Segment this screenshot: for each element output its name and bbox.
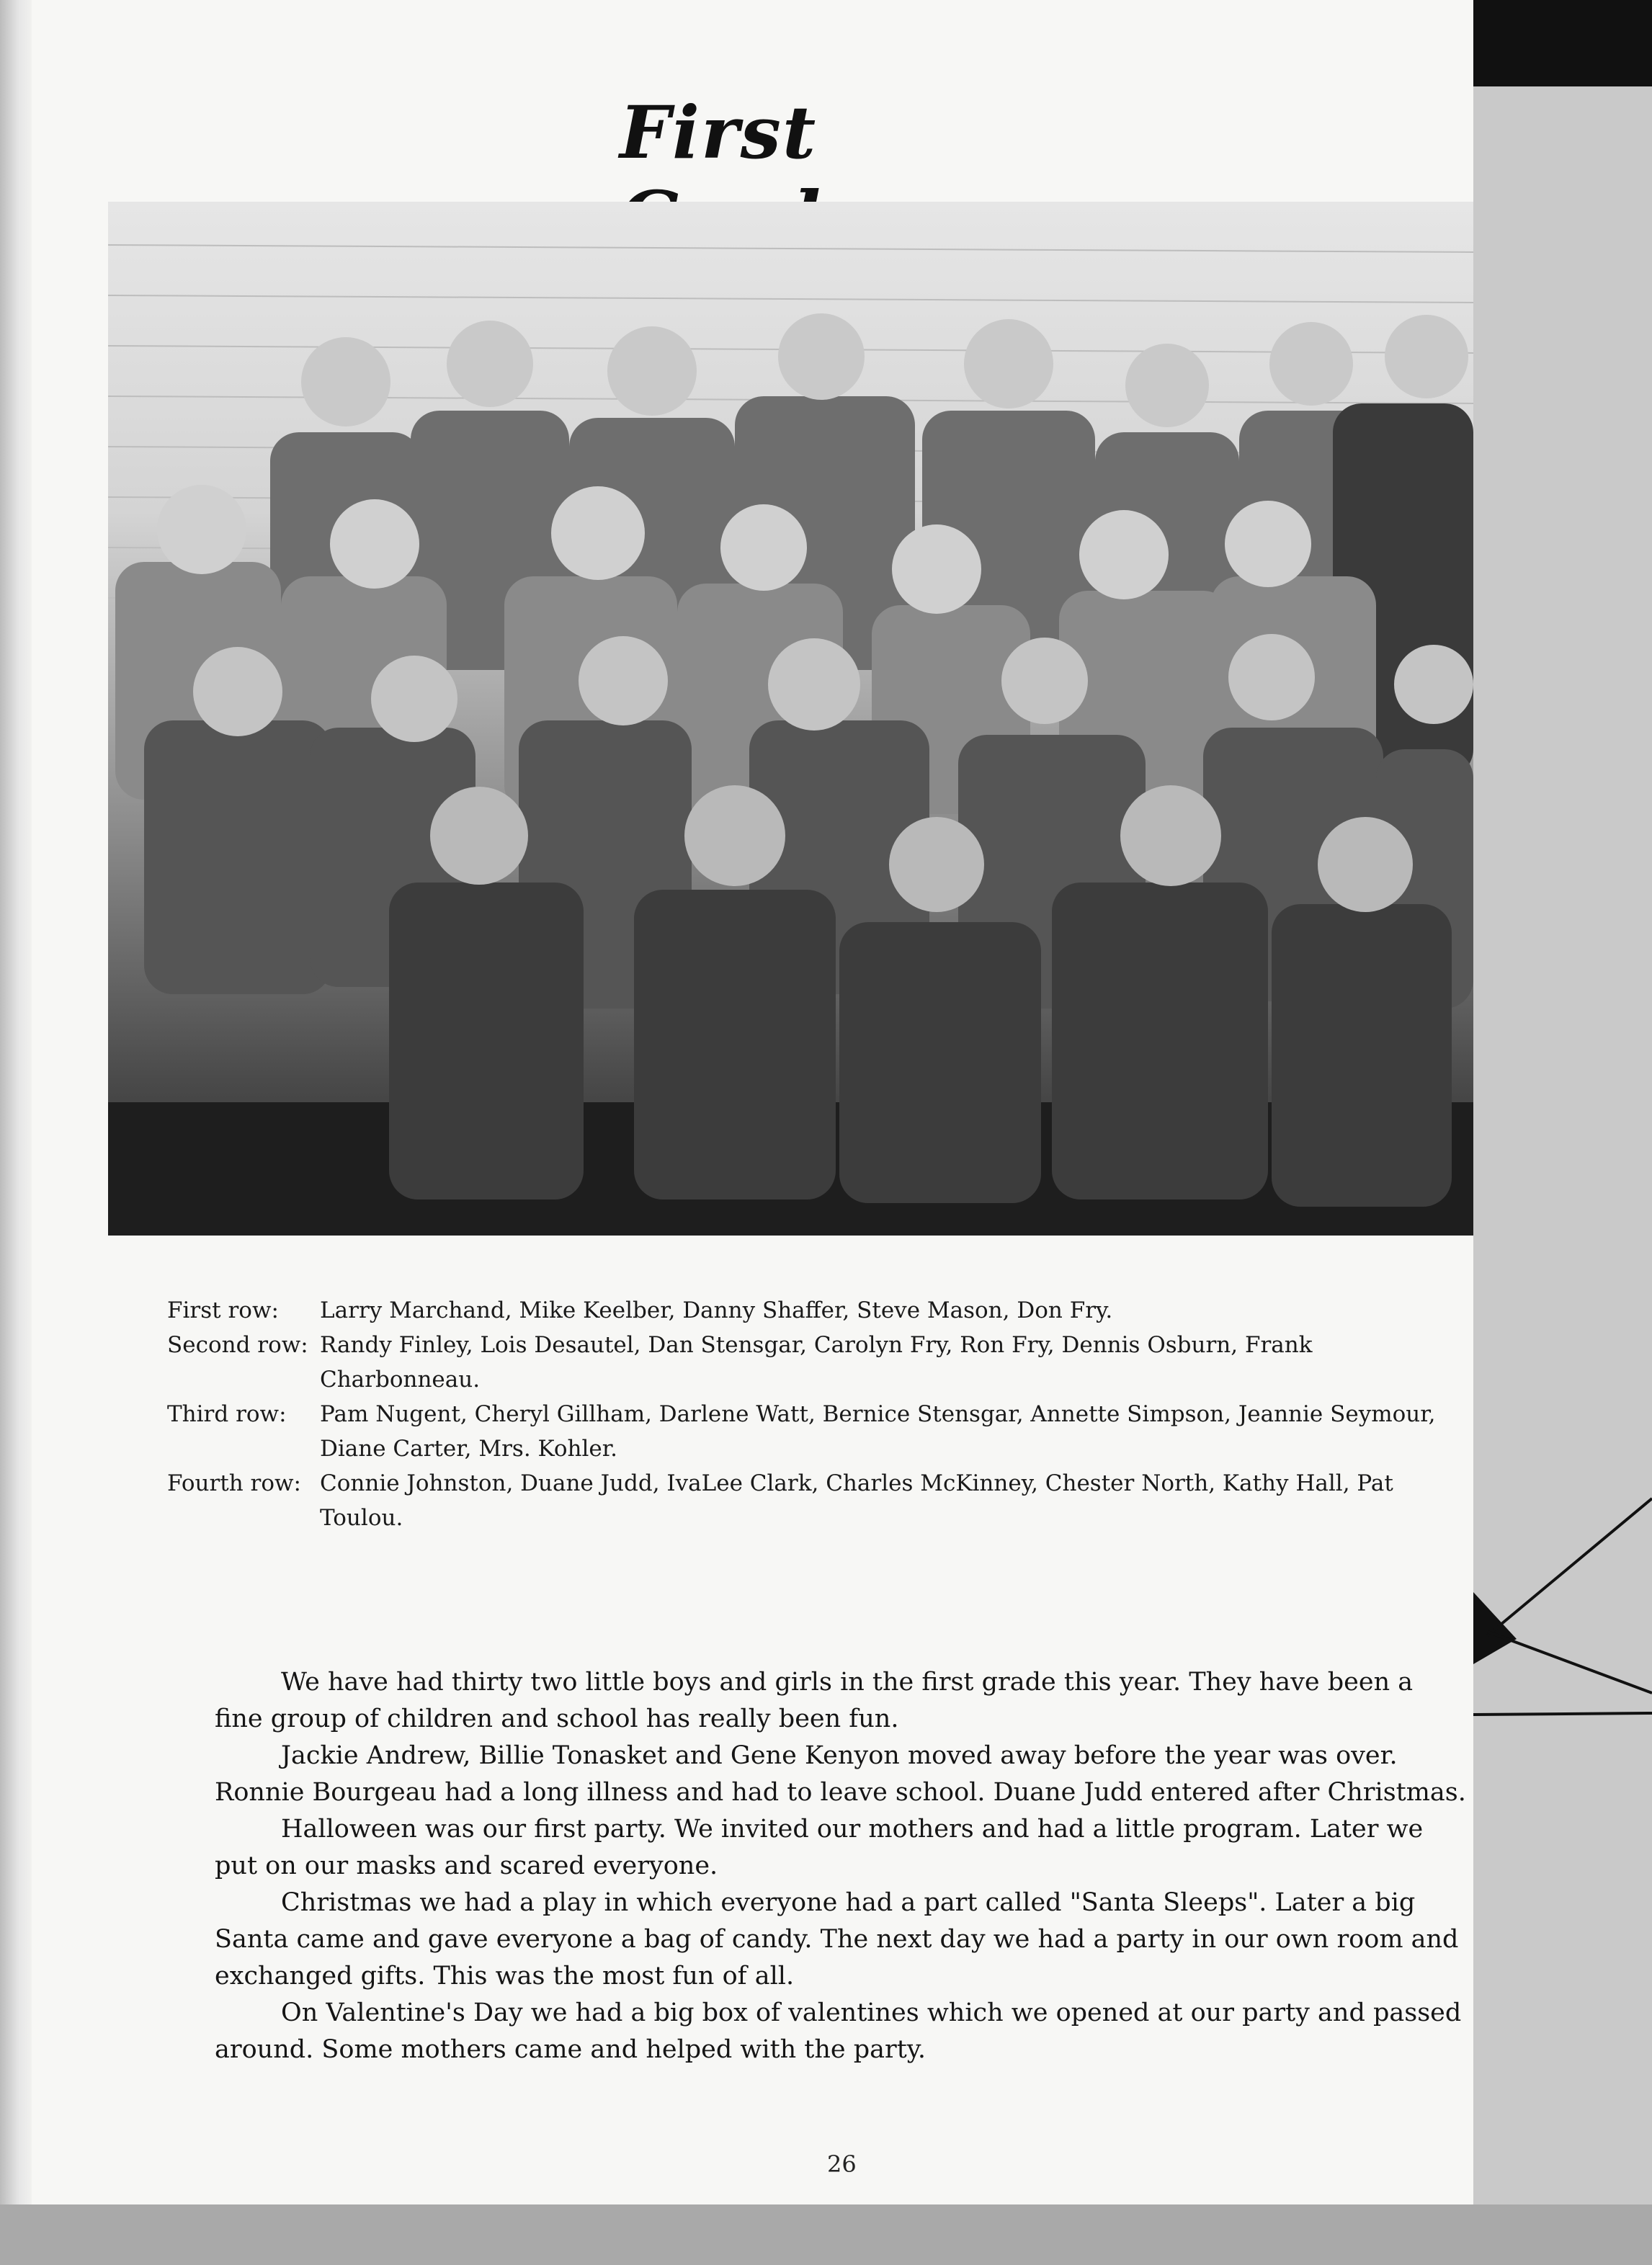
body-paragraph: On Valentine's Day we had a big box of valentines which we opened at our party and passed around. Some mothers came and helped with the party. xyxy=(215,1998,1462,2064)
next-page-edge xyxy=(1473,0,1652,2265)
caption-row-third xyxy=(167,1397,1464,1466)
caption-row-names: Randy Finley, Lois Desautel, Dan Stensgar, Carolyn Fry, Ron Fry, Dennis Osburn, Frank Charbonneau. xyxy=(320,1332,1313,1393)
page-number: 26 xyxy=(827,2150,857,2178)
caption-row-first xyxy=(167,1293,1464,1328)
body-paragraph: Christmas we had a play in which everyone had a part called "Santa Sleeps". Later a big Santa came and gave everyone a bag of candy. The next day we had a party in our own room and exchanged gifts. This was the most fun of all. xyxy=(215,1888,1459,1991)
class-photo xyxy=(108,202,1473,1236)
photo-caption xyxy=(167,1293,1464,1535)
body-paragraph: Jackie Andrew, Billie Tonasket and Gene Kenyon moved away before the year was over. Ronnie Bourgeau had a long illness and had to leave school. Duane Judd entered after Christmas. xyxy=(215,1741,1466,1807)
caption-row-names: Pam Nugent, Cheryl Gillham, Darlene Watt, Bernice Stensgar, Annette Simpson, Jeannie Seymour, Diane Carter, Mrs. Kohler. xyxy=(320,1401,1436,1462)
next-page-graphic xyxy=(1473,1484,1652,1743)
page-bottom-edge xyxy=(0,2204,1652,2265)
body-text xyxy=(215,1664,1468,2068)
caption-row-second xyxy=(167,1328,1464,1397)
page-title: First xyxy=(620,90,818,175)
caption-row-label: First row: xyxy=(167,1297,279,1323)
body-paragraph: We have had thirty two little boys and girls in the first grade this year. They have been a fine group of children and school has really been fun. xyxy=(215,1668,1414,1733)
caption-row-label: Second row: xyxy=(167,1332,308,1358)
page-binding-edge xyxy=(0,0,32,2265)
caption-row-names: Larry Marchand, Mike Keelber, Danny Shaffer, Steve Mason, Don Fry. xyxy=(320,1297,1113,1323)
caption-row-label: Third row: xyxy=(167,1401,287,1427)
caption-row-fourth xyxy=(167,1466,1464,1535)
caption-row-label: Fourth row: xyxy=(167,1470,301,1496)
caption-row-names: Connie Johnston, Duane Judd, IvaLee Clark, Charles McKinney, Chester North, Kathy Hall, Pat Toulou. xyxy=(320,1470,1393,1531)
class-photo-illustration xyxy=(108,202,1473,1236)
body-paragraph: Halloween was our first party. We invited our mothers and had a little program. Later we put on our masks and scared everyone. xyxy=(215,1815,1424,1880)
next-page-dark-corner xyxy=(1473,0,1652,86)
